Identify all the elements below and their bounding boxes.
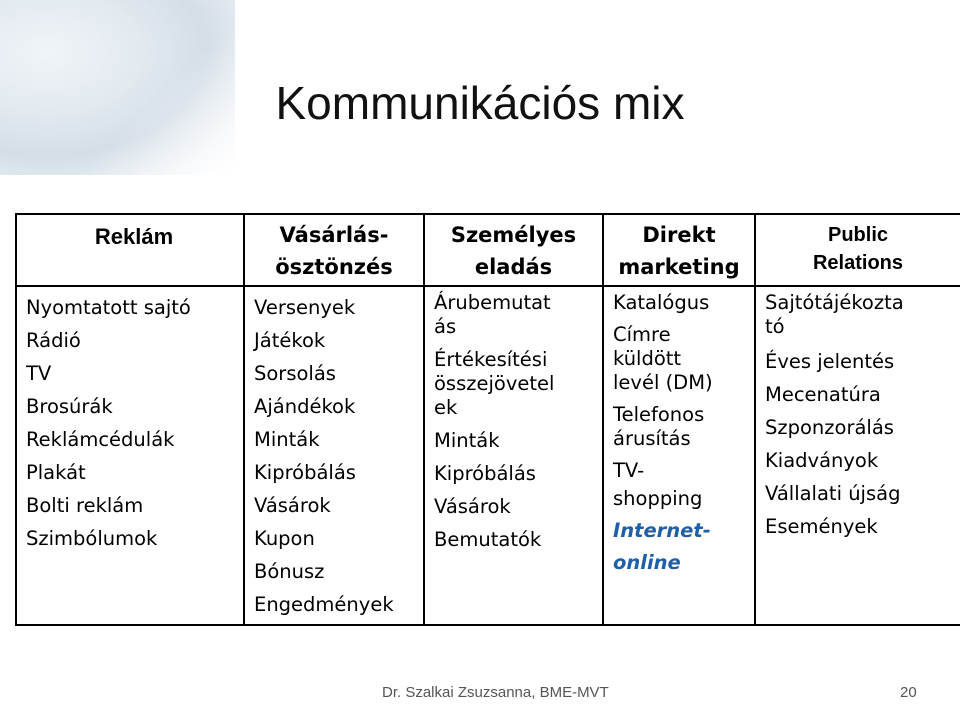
list-item: Rádió: [26, 329, 81, 352]
list-item: Engedmények: [254, 593, 394, 616]
list-item: Kupon: [254, 527, 315, 550]
list-item: Sorsolás: [254, 362, 336, 385]
column-reklam: [16, 286, 244, 625]
slide-title: Kommunikációs mix: [275, 77, 685, 129]
communication-mix-table: [15, 213, 960, 626]
header-line: Reklám: [94, 224, 174, 249]
list-item: Minták: [434, 429, 500, 452]
list-item: TV: [26, 362, 52, 385]
list-item: Szimbólumok: [26, 527, 158, 550]
list-item: Vásárok: [254, 494, 331, 517]
list-item: online: [613, 551, 681, 574]
list-item: Értékesítési: [434, 348, 548, 371]
list-item: Kipróbálás: [434, 462, 536, 485]
list-item: ek: [434, 396, 458, 419]
header-public-relations: [755, 214, 960, 286]
header-vasarlas-osztonzes: [244, 214, 424, 286]
list-item: Versenyek: [254, 296, 356, 319]
list-item: levél (DM): [613, 371, 713, 394]
list-item: Minták: [254, 428, 320, 451]
header-line: Public: [827, 224, 888, 246]
list-item: Mecenatúra: [765, 383, 881, 406]
column-vasarlas-osztonzes: [244, 286, 424, 625]
page-number: 20: [900, 684, 917, 701]
list-item: összejövetel: [434, 372, 555, 395]
list-item: Kipróbálás: [254, 461, 356, 484]
header-reklam: [16, 214, 244, 286]
list-item: TV-: [613, 459, 645, 482]
list-item: Vásárok: [434, 495, 511, 518]
list-item: Telefonos: [613, 403, 705, 426]
list-item: Ajándékok: [254, 395, 356, 418]
list-item: Katalógus: [613, 291, 710, 314]
list-item: Árubemutat: [434, 291, 551, 314]
list-item: Internet-: [613, 519, 711, 542]
list-item: Éves jelentés: [765, 350, 895, 373]
list-item: Címre: [613, 323, 671, 346]
list-item: Játékok: [254, 329, 326, 352]
list-item: Nyomtatott sajtó: [26, 296, 191, 319]
list-item: Sajtótájékozta: [765, 291, 904, 314]
header-szemelyes-eladas: [424, 214, 603, 286]
header-line: Relations: [812, 252, 904, 274]
list-item: küldött: [613, 347, 682, 370]
list-item: Szponzorálás: [765, 416, 894, 439]
list-item: ás: [434, 315, 457, 338]
list-item: árusítás: [613, 427, 691, 450]
list-item: Brosúrák: [26, 395, 113, 418]
header-line: eladás: [474, 255, 553, 279]
list-item: Bónusz: [254, 560, 325, 583]
list-item: shopping: [613, 487, 703, 510]
header-line: marketing: [618, 255, 740, 279]
column-public-relations: [755, 286, 960, 625]
list-item: Kiadványok: [765, 449, 879, 472]
header-line: Vásárlás-: [279, 223, 389, 247]
list-item: Események: [765, 515, 878, 538]
header-direkt-marketing: [603, 214, 755, 286]
header-line: ösztönzés: [275, 255, 393, 279]
list-item: Vállalati újság: [765, 482, 901, 505]
column-direkt-marketing: [603, 286, 755, 625]
list-item: Bolti reklám: [26, 494, 144, 517]
list-item: Bemutatók: [434, 528, 542, 551]
footer-author: Dr. Szalkai Zsuzsanna, BME-MVT: [382, 684, 609, 701]
list-item: Plakát: [26, 461, 86, 484]
list-item: Reklámcédulák: [26, 428, 175, 451]
header-line: Személyes: [450, 223, 577, 247]
list-item: tó: [765, 315, 785, 338]
column-szemelyes-eladas: [424, 286, 603, 625]
header-line: Direkt: [642, 223, 716, 247]
